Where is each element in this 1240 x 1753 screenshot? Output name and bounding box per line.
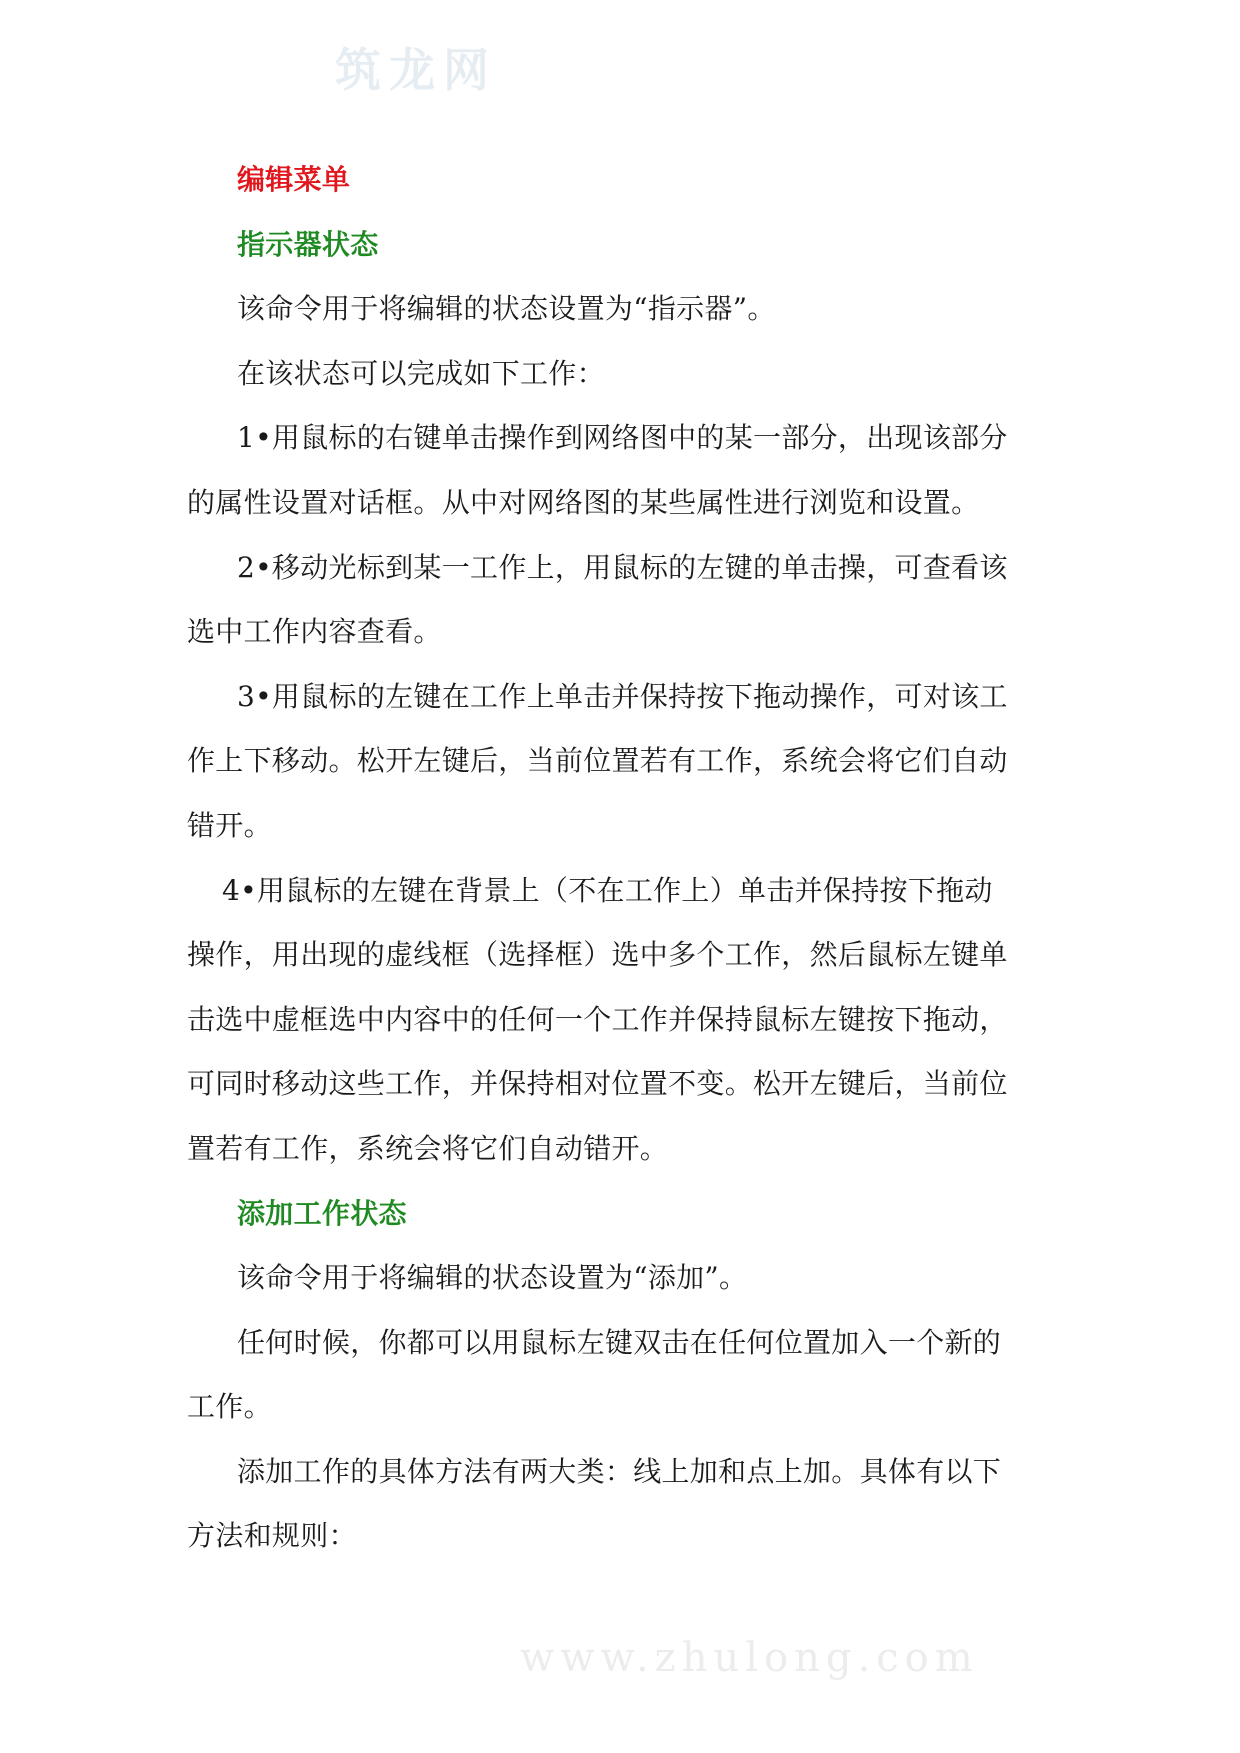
list-item-4 [187,859,1057,1182]
section-title-add-work: 添加工作状态 [237,1196,407,1230]
text-line: 的属性设置对话框。从中对网络图的某些属性进行浏览和设置。 [187,485,980,519]
text-line: 添加工作的具体方法有两大类：线上加和点上加。具体有以下 [237,1454,1002,1488]
paragraph: 在该状态可以完成如下工作： [237,356,605,390]
document-page [187,148,1057,1569]
list-item-3 [187,665,1057,859]
text-line: 1•用鼠标的右键单击操作到网络图中的某一部分，出现该部分 [237,421,1008,455]
watermark-url: www.zhulong.com [520,1635,979,1681]
watermark-logo: 筑龙网 [335,43,497,97]
text-line: 置若有工作，系统会将它们自动错开。 [187,1131,669,1165]
text-line: 可同时移动这些工作，并保持相对位置不变。松开左键后，当前位 [187,1067,1008,1101]
text-line: 2•移动光标到某一工作上，用鼠标的左键的单击操，可查看该 [237,550,1008,584]
text-line: 选中工作内容查看。 [187,615,442,649]
text-line: 4•用鼠标的左键在背景上（不在工作上）单击并保持按下拖动 [222,873,993,907]
paragraph: 该命令用于将编辑的状态设置为“添加”。 [237,1261,748,1295]
text-line: 击选中虚框选中内容中的任何一个工作并保持鼠标左键按下拖动， [187,1002,1008,1036]
text-line: 方法和规则： [187,1519,357,1553]
list-item-2 [187,536,1057,665]
text-line: 错开。 [187,808,272,842]
text-line: 工作。 [187,1390,272,1424]
section-title-indicator: 指示器状态 [237,227,379,261]
text-line: 操作，用出现的虚线框（选择框）选中多个工作，然后鼠标左键单 [187,938,1008,972]
heading-edit-menu: 编辑菜单 [237,163,351,196]
paragraph: 该命令用于将编辑的状态设置为“指示器”。 [237,292,776,326]
text-line: 任何时候，你都可以用鼠标左键双击在任何位置加入一个新的 [237,1325,1002,1359]
paragraph [187,1311,1057,1440]
paragraph [187,1440,1057,1569]
text-line: 3•用鼠标的左键在工作上单击并保持按下拖动操作，可对该工 [237,679,1008,713]
list-item-1 [187,406,1057,535]
text-line: 作上下移动。松开左键后，当前位置若有工作，系统会将它们自动 [187,744,1008,778]
